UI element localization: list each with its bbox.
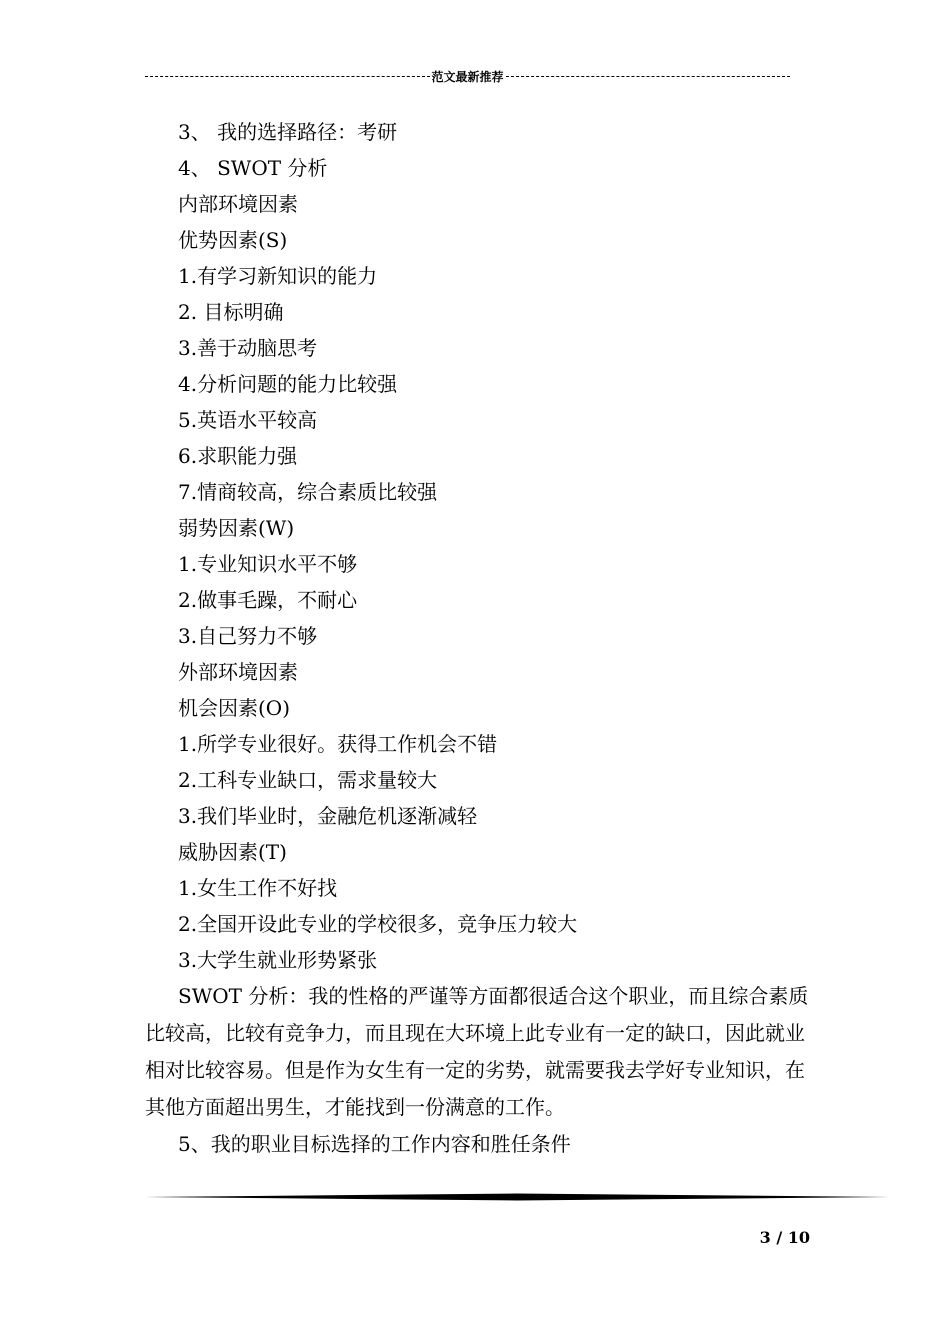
body-line: 3.善于动脑思考 — [178, 336, 318, 360]
swot-summary-paragraph: SWOT 分析：我的性格的严谨等方面都很适合这个职业，而且综合素质比较高，比较有竞争力，而且现在大环境上此专业有一定的缺口，因此就业相对比较容易。但是作为女生有一定的劣势，就需要我去学好专业知识，在其他方面超出男生，才能找到一份满意的工作。 — [145, 984, 809, 1119]
footer-divider — [145, 1193, 890, 1201]
header-title: 范文最新推荐 — [431, 69, 504, 84]
body-line: 4、 SWOT 分析 — [178, 156, 328, 180]
body-line: 3、 我的选择路径：考研 — [178, 120, 398, 144]
body-line: 4.分析问题的能力比较强 — [178, 372, 398, 396]
page-header — [145, 68, 790, 84]
body-line: 2.工科专业缺口，需求量较大 — [178, 768, 438, 792]
body-line: 3.我们毕业时，金融危机逐渐减轻 — [178, 804, 478, 828]
body-line: 2.全国开设此专业的学校很多，竞争压力较大 — [178, 912, 578, 936]
body-line: 6.求职能力强 — [178, 444, 298, 468]
body-line: 威胁因素(T) — [178, 840, 287, 864]
document-body — [145, 114, 810, 1162]
body-line: 3.大学生就业形势紧张 — [178, 948, 378, 972]
body-line: 3.自己努力不够 — [178, 624, 318, 648]
body-line: 5.英语水平较高 — [178, 408, 318, 432]
section-heading: 5、我的职业目标选择的工作内容和胜任条件 — [178, 1132, 571, 1156]
body-line: 弱势因素(W) — [178, 516, 295, 540]
header-dash-right — [506, 76, 791, 77]
body-line: 1.专业知识水平不够 — [178, 552, 358, 576]
body-line: 机会因素(O) — [178, 696, 291, 720]
body-line: 2. 目标明确 — [178, 300, 284, 324]
body-line: 1.有学习新知识的能力 — [178, 264, 378, 288]
body-line: 7.情商较高，综合素质比较强 — [178, 480, 438, 504]
body-line: 优势因素(S) — [178, 228, 288, 252]
page-number: 3 / 10 — [759, 1228, 810, 1247]
body-line: 外部环境因素 — [178, 660, 298, 684]
body-line: 1.女生工作不好找 — [178, 876, 338, 900]
header-dash-left — [145, 76, 430, 77]
body-line: 内部环境因素 — [178, 192, 298, 216]
body-line: 1.所学专业很好。获得工作机会不错 — [178, 732, 498, 756]
body-line: 2.做事毛躁，不耐心 — [178, 588, 358, 612]
